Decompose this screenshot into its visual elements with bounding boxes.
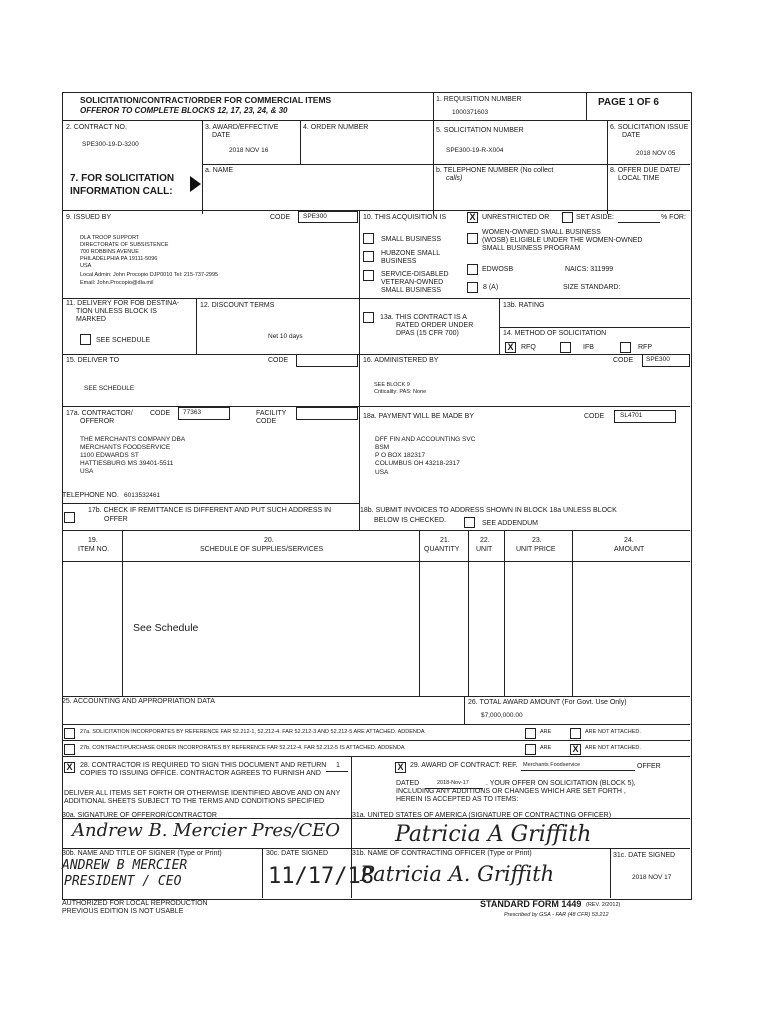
- 27b-are-not-checkbox[interactable]: X: [570, 744, 581, 755]
- col-schedule-label: SCHEDULE OF SUPPLIES/SERVICES: [200, 546, 324, 553]
- award-date-label: 3. AWARD/EFFECTIVE: [205, 124, 279, 131]
- 27b-label: 27b. CONTRACT/PURCHASE ORDER INCORPORATES BY REFERENCE FAR 52.212-4. FAR 52.212-5 IS ATTACHED. ADDENDA: [80, 745, 405, 751]
- wosb-label3: SMALL BUSINESS PROGRAM: [482, 245, 581, 252]
- deliver-to: SEE SCHEDULE: [84, 385, 135, 392]
- form-revision: (REV. 2/2012): [586, 902, 621, 908]
- 31a-label: 31a. UNITED STATES OF AMERICA (SIGNATURE OF CONTRACTING OFFICER): [352, 812, 612, 819]
- solicitation-number: SPE300-19-R-X004: [446, 147, 504, 154]
- 28-label2: COPIES TO ISSUING OFFICE. CONTRACTOR AGREES TO FURNISH AND: [80, 770, 321, 777]
- payment-line: USA: [375, 469, 389, 476]
- discount-terms-label: 12. DISCOUNT TERMS: [200, 302, 275, 309]
- issued-by-label: 9. ISSUED BY: [66, 214, 112, 221]
- wosb-checkbox[interactable]: [467, 233, 478, 244]
- payment-line: COLUMBUS OH 43218-2317: [375, 460, 460, 467]
- size-standard-label: SIZE STANDARD:: [563, 284, 621, 291]
- col-unit: 22.: [480, 537, 490, 544]
- 27a-are-not-label: ARE NOT ATTACHED.: [585, 729, 641, 735]
- delivery-fob-label2: TION UNLESS BLOCK IS: [76, 308, 157, 315]
- discount-terms: Net 10 days: [268, 333, 303, 340]
- invoice-label: 18b. SUBMIT INVOICES TO ADDRESS SHOWN IN BLOCK 18a UNLESS BLOCK: [360, 507, 617, 514]
- contractor-code-label: CODE: [150, 410, 171, 417]
- issuer-line: Email: John.Procopio@dla.mil: [80, 280, 154, 286]
- see-addendum-checkbox[interactable]: [464, 517, 475, 528]
- small-business-checkbox[interactable]: [363, 233, 374, 244]
- 29-checkbox[interactable]: X: [395, 762, 406, 773]
- see-schedule-label: SEE SCHEDULE: [96, 337, 151, 344]
- contractor-label: 17a. CONTRACTOR/: [66, 410, 133, 417]
- facility-label: FACILITY: [256, 410, 287, 417]
- rated-order-label: 13a. THIS CONTRACT IS A: [380, 314, 467, 321]
- sdvosb-label2: VETERAN-OWNED: [381, 279, 444, 286]
- accounting-label: 25. ACCOUNTING AND APPROPRIATION DATA: [62, 698, 215, 705]
- telephone-no-label: TELEPHONE NO.: [62, 492, 119, 499]
- 27b-are-label: ARE: [540, 745, 552, 751]
- facility-label2: CODE: [256, 418, 277, 425]
- administered-line: SEE BLOCK 9: [374, 382, 410, 388]
- issuer-line: Local Admin: John Procopio DJP0010 Tel: 215-737-2995: [80, 272, 219, 278]
- 27a-are-checkbox[interactable]: [525, 728, 536, 739]
- 28-checkbox[interactable]: X: [64, 762, 75, 773]
- 29-date: 2018-Nov-17: [437, 780, 469, 786]
- col-item-no-label: ITEM NO.: [78, 546, 110, 553]
- deliver-to-label: 15. DELIVER TO: [66, 357, 120, 364]
- sdvosb-label3: SMALL BUSINESS: [381, 287, 442, 294]
- delivery-fob-label: 11. DELIVERY FOR FOB DESTINA-: [66, 300, 180, 307]
- 29-label3: INCLUDING ANY ADDITIONS OR CHANGES WHICH ARE SET FORTH ,: [396, 788, 626, 795]
- ifb-label: IFB: [583, 344, 594, 351]
- 30a-label: 30a. SIGNATURE OF OFFEROR/CONTRACTOR: [62, 812, 217, 819]
- payment-code: SL4701: [620, 412, 643, 419]
- rfp-label: RFP: [638, 344, 652, 351]
- issued-by-code-label: CODE: [270, 214, 291, 221]
- total-award-amount: $7,000,000.00: [481, 712, 523, 719]
- 29-label4: HEREIN IS ACCEPTED AS TO ITEMS:: [396, 796, 519, 803]
- contractor-label2: OFFEROR: [80, 418, 115, 425]
- form-prescribed: Prescribed by GSA - FAR (48 CFR) 53.212: [504, 912, 609, 918]
- rated-order-checkbox[interactable]: [363, 312, 374, 323]
- hubzone-label2: BUSINESS: [381, 258, 417, 265]
- set-aside-checkbox[interactable]: [562, 212, 573, 223]
- rfq-label: RFQ: [521, 344, 536, 351]
- administered-code-label: CODE: [613, 357, 634, 364]
- 30b-label: 30b. NAME AND TITLE OF SIGNER (Type or Print): [62, 850, 222, 857]
- col-schedule: 20.: [264, 537, 274, 544]
- signer-title: PRESIDENT / CEO: [64, 874, 182, 889]
- edwosb-label: EDWOSB: [482, 266, 514, 273]
- telephone-label: b. TELEPHONE NUMBER (No collect: [436, 167, 554, 174]
- col-quantity-label: QUANTITY: [424, 546, 460, 553]
- col-quantity: 21.: [440, 537, 450, 544]
- issuer-line: PHILADELPHIA PA 19111-5096: [80, 256, 158, 262]
- arrow-right-icon: [190, 176, 201, 192]
- telephone-label2: calls): [446, 175, 463, 182]
- rfq-checkbox[interactable]: X: [505, 342, 516, 353]
- 29-label2: . YOUR OFFER ON SOLICITATION (BLOCK 5),: [486, 780, 636, 787]
- invoice-label2: BELOW IS CHECKED.: [374, 517, 446, 524]
- issuer-line: 700 ROBBINS AVENUE: [80, 249, 139, 255]
- requisition-number: 1000371603: [452, 109, 489, 116]
- 31b-label: 31b. NAME OF CONTRACTING OFFICER (Type or Print): [352, 850, 532, 857]
- issue-date: 2018 NOV 05: [636, 150, 676, 157]
- hubzone-label: HUBZONE SMALL: [381, 250, 441, 257]
- 28-label: 28. CONTRACTOR IS REQUIRED TO SIGN THIS DOCUMENT AND RETURN: [80, 762, 327, 769]
- award-date: 2018 NOV 16: [229, 147, 269, 154]
- 28-label4: ADDITIONAL SHEETS SUBJECT TO THE TERMS AND CONDITIONS SPECIFIED: [64, 798, 325, 805]
- form-title: SOLICITATION/CONTRACT/ORDER FOR COMMERCIAL ITEMS: [80, 95, 332, 105]
- payment-label: 18a. PAYMENT WILL BE MADE BY: [363, 413, 474, 420]
- method-label: 14. METHOD OF SOLICITATION: [503, 330, 607, 337]
- payment-line: BSM: [375, 444, 390, 451]
- signer-name: ANDREW B MERCIER: [62, 858, 188, 873]
- footer-reproduction: AUTHORIZED FOR LOCAL REPRODUCTION: [62, 900, 208, 907]
- footer-previous-edition: PREVIOUS EDITION IS NOT USABLE: [62, 908, 184, 915]
- deliver-to-code-box: [296, 354, 358, 367]
- order-number-label: 4. ORDER NUMBER: [303, 124, 369, 131]
- solicitation-info-label2: INFORMATION CALL:: [70, 186, 173, 197]
- eight-a-label: 8 (A): [483, 284, 499, 291]
- total-award-label: 26. TOTAL AWARD AMOUNT (For Govt. Use Only): [468, 699, 627, 706]
- payment-code-label: CODE: [584, 413, 605, 420]
- issuer-line: USA: [80, 263, 92, 269]
- contracting-officer-signature: Patricia A Griffith: [395, 822, 592, 847]
- solicitation-number-label: 5. SOLICITATION NUMBER: [436, 127, 524, 134]
- wosb-label: WOMEN-OWNED SMALL BUSINESS: [482, 229, 601, 236]
- rated-order-label3: DPAS (15 CFR 700): [396, 330, 459, 337]
- see-schedule-checkbox[interactable]: [80, 334, 91, 345]
- 29-ref: Merchants Foodservice: [523, 762, 581, 768]
- col-unit-price: 23.: [532, 537, 542, 544]
- col-amount: 24.: [624, 537, 634, 544]
- payment-line: P O BOX 182317: [375, 452, 426, 459]
- 27b-checkbox[interactable]: [64, 744, 75, 755]
- set-aside-label: SET ASIDE:: [576, 214, 614, 221]
- rfp-checkbox[interactable]: [620, 342, 631, 353]
- pct-for-label: % FOR:: [661, 214, 686, 221]
- 27a-are-label: ARE: [540, 729, 552, 735]
- sdvosb-checkbox[interactable]: [363, 270, 374, 281]
- col-amount-label: AMOUNT: [614, 546, 645, 553]
- col-item-no: 19.: [88, 537, 98, 544]
- delivery-fob-label3: MARKED: [76, 316, 106, 323]
- wosb-label2: (WOSB) ELIGIBLE UNDER THE WOMEN-OWNED: [482, 237, 643, 244]
- contract-no-label: 2. CONTRACT NO.: [66, 124, 127, 131]
- sdvosb-label: SERVICE-DISABLED: [381, 271, 449, 278]
- 27b-are-not-label: ARE NOT ATTACHED.: [585, 745, 641, 751]
- facility-code-box: [296, 407, 358, 420]
- edwosb-checkbox[interactable]: [467, 264, 478, 275]
- issue-date-label: 6. SOLICITATION ISSUE: [610, 124, 689, 131]
- officer-date-signed: 2018 NOV 17: [632, 874, 672, 881]
- rating-label: 13b. RATING: [503, 302, 545, 309]
- issuer-line: DIRECTORATE OF SUBSISTENCE: [80, 242, 169, 248]
- see-addendum-label: SEE ADDENDUM: [482, 520, 539, 527]
- 27a-checkbox[interactable]: [64, 728, 75, 739]
- contractor-line: MERCHANTS FOODSERVICE: [80, 444, 171, 451]
- 29-label: 29. AWARD OF CONTRACT: REF.: [410, 762, 518, 769]
- 29-dated: DATED: [396, 780, 420, 787]
- col-unit-label: UNIT: [476, 546, 493, 553]
- requisition-label: 1. REQUISITION NUMBER: [436, 96, 522, 103]
- issued-by-code: SPE300: [303, 213, 327, 220]
- payment-line: DFF FIN AND ACCOUNTING SVC: [375, 436, 476, 443]
- contractor-code: 77363: [183, 409, 202, 416]
- offeror-signature: Andrew B. Mercier Pres/CEO: [72, 820, 341, 841]
- ifb-checkbox[interactable]: [560, 342, 571, 353]
- contracting-officer-name: Patricia A. Griffith: [360, 862, 555, 886]
- 30c-label: 30c. DATE SIGNED: [266, 850, 329, 857]
- contractor-telephone: 6013532461: [124, 492, 161, 499]
- contractor-line: HATTIESBURG MS 39401-5511: [80, 460, 174, 467]
- unrestricted-checkbox[interactable]: X: [467, 212, 478, 223]
- form-subtitle: OFFEROR TO COMPLETE BLOCKS 12, 17, 23, 24, & 30: [80, 106, 288, 115]
- page-number: PAGE 1 OF 6: [598, 97, 659, 108]
- form-number: STANDARD FORM 1449: [480, 899, 582, 909]
- remittance-label2: OFFER: [104, 516, 128, 523]
- eight-a-checkbox[interactable]: [467, 282, 478, 293]
- 27a-are-not-checkbox[interactable]: [570, 728, 581, 739]
- contractor-line: THE MERCHANTS COMPANY DBA: [80, 436, 186, 443]
- 27b-are-checkbox[interactable]: [525, 744, 536, 755]
- offeror-date-signed: 11/17/18: [268, 864, 374, 889]
- contract-no: SPE300-19-D-3200: [82, 141, 139, 148]
- schedule-text: See Schedule: [133, 622, 199, 634]
- remittance-label: 17b. CHECK IF REMITTANCE IS DIFFERENT AND PUT SUCH ADDRESS IN: [88, 507, 332, 514]
- 29-offer: OFFER: [637, 763, 661, 770]
- deliver-to-code-label: CODE: [268, 357, 289, 364]
- contractor-line: 1100 EDWARDS ST: [80, 452, 139, 459]
- 28-label3: DELIVER ALL ITEMS SET FORTH OR OTHERWISE IDENTIFIED ABOVE AND ON ANY: [64, 790, 341, 797]
- administered-by-label: 16. ADMINISTERED BY: [363, 357, 439, 364]
- small-business-label: SMALL BUSINESS: [381, 236, 442, 243]
- contact-name-label: a. NAME: [205, 167, 234, 174]
- rated-order-label2: RATED ORDER UNDER: [396, 322, 474, 329]
- acquisition-label: 10. THIS ACQUISITION IS: [363, 214, 447, 221]
- administered-line: Criticality: PAS: None: [374, 389, 427, 395]
- issue-date-label2: DATE: [622, 132, 641, 139]
- offer-due-label2: LOCAL TIME: [618, 175, 660, 182]
- 31c-label: 31c. DATE SIGNED: [613, 852, 676, 859]
- unrestricted-label: UNRESTRICTED OR: [482, 214, 550, 221]
- award-date-label2: DATE: [212, 132, 231, 139]
- 28-copies: 1: [336, 762, 340, 769]
- contractor-line: USA: [80, 468, 94, 475]
- naics-code: NAICS: 311999: [565, 266, 614, 273]
- col-unit-price-label: UNIT PRICE: [516, 546, 556, 553]
- 27a-label: 27a. SOLICITATION INCORPORATES BY REFERENCE FAR 52.212-1, 52.212-4. FAR 52.212-3 AND 52.212-5 ARE ATTACHED. ADDENDA: [80, 729, 425, 735]
- hubzone-checkbox[interactable]: [363, 251, 374, 262]
- solicitation-info-label: 7. FOR SOLICITATION: [70, 173, 175, 184]
- administered-code: SPE300: [646, 356, 670, 363]
- offer-due-label: 8. OFFER DUE DATE/: [610, 167, 681, 174]
- issuer-line: DLA TROOP SUPPORT: [80, 235, 140, 241]
- remittance-checkbox[interactable]: [64, 512, 75, 523]
